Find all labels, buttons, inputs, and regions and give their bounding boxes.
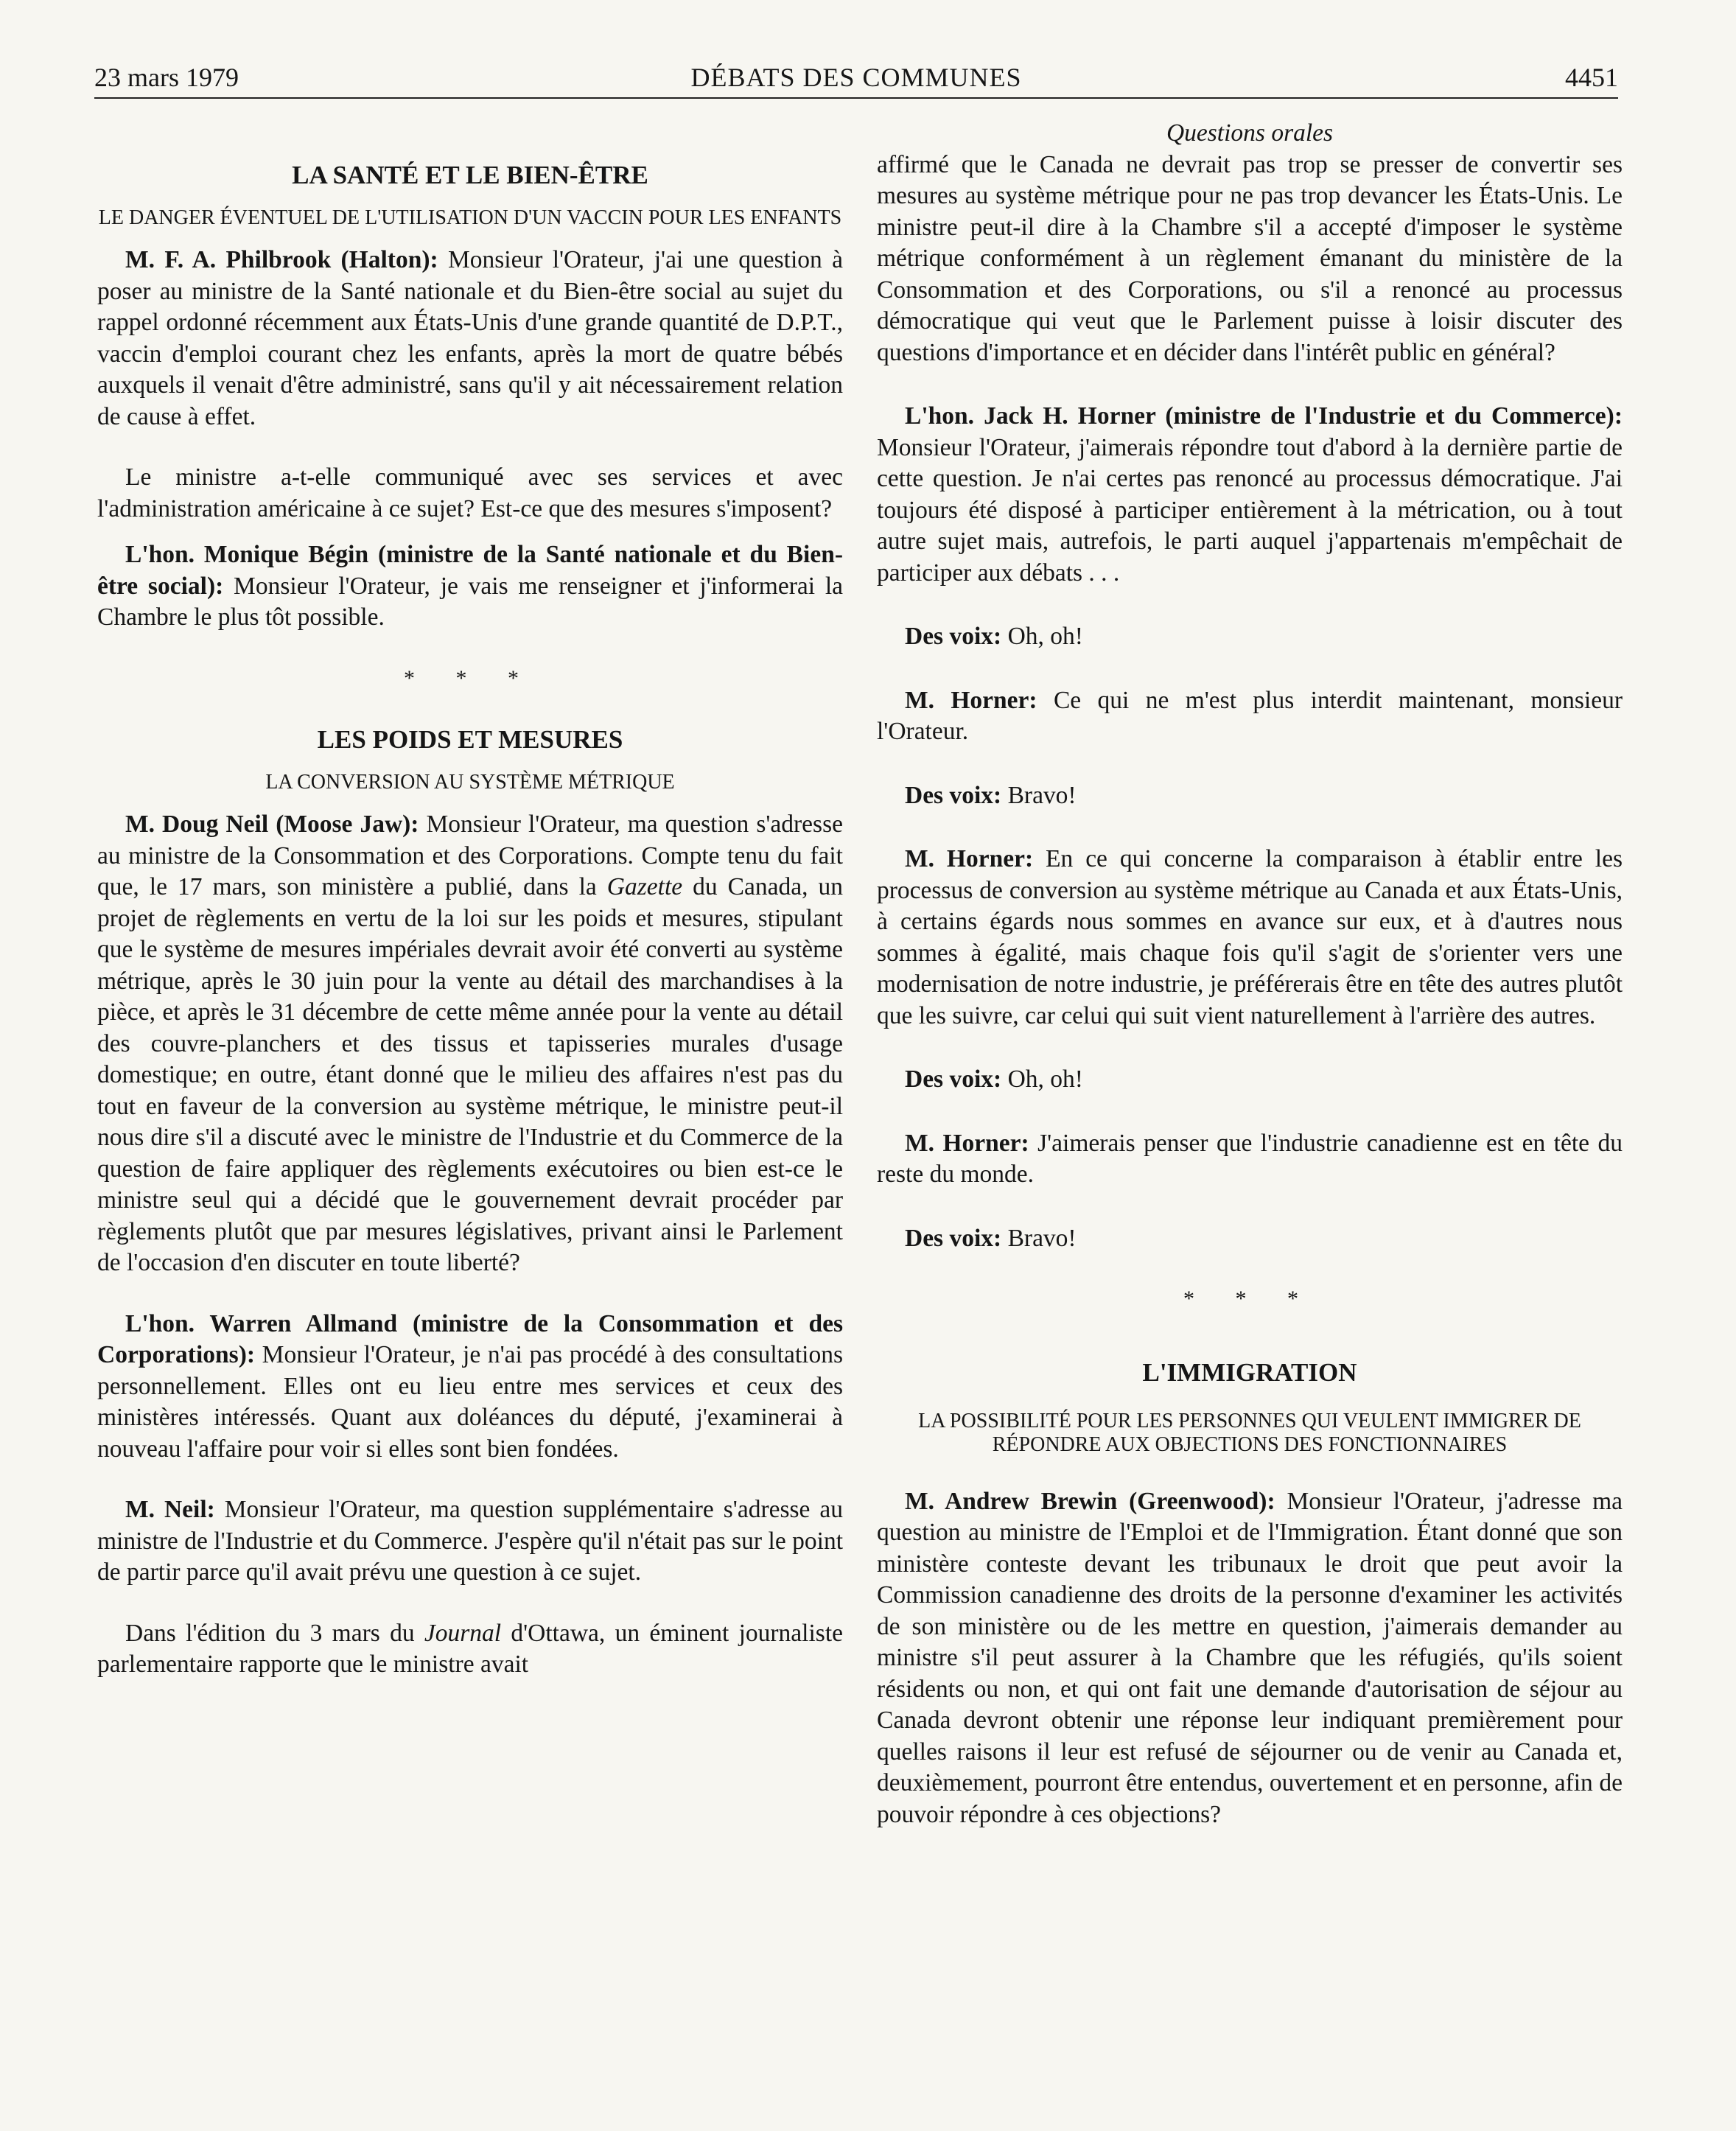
- section-subtitle-immigration: LA POSSIBILITÉ POUR LES PERSONNES QUI VEULENT IMMIGRER DE RÉPONDRE AUX OBJECTIONS DES FONCTIONNAIRES: [918, 1409, 1581, 1456]
- paragraph: M. Neil: Monsieur l'Orateur, ma question supplémentaire s'adresse au ministre de l'Industrie et du Commerce. J'espère qu'il n'était pas sur le point de partir parce qu'il avait prévu une question à ce sujet.: [97, 1496, 843, 1586]
- running-head: Questions orales: [1166, 119, 1334, 147]
- paragraph: M. Horner: En ce qui concerne la comparaison à établir entre les processus de conversion au système métrique au Canada et aux États-Unis, à certains égards nous sommes en avance sur eux, et à d'autres nous sommes à égalité, mais chaque fois qu'il s'agit de s'orienter vers une modernisation de notre industrie, je préférerais être en tête des autres plutôt que les suivre, car celui qui suit vient naturellement à l'arrière des autres.: [877, 845, 1623, 1029]
- paragraph: affirmé que le Canada ne devrait pas trop se presser de convertir ses mesures au système métrique pour ne pas trop devancer les États-Unis. Le ministre peut-il dire à la Chambre s'il a accepté d'imposer le système métrique conformément à un règlement émanant du ministère de la Consommation et des Corporations, ou s'il a renoncé au processus démocratique qui veut que le Parlement puisse à loisir discuter des questions d'importance et en décider dans l'intérêt public en général?: [877, 150, 1623, 366]
- speaker: Des voix:: [905, 1224, 1002, 1252]
- speaker: L'hon. Warren Allmand (ministre de la Consommation et des Corporations):: [97, 1309, 843, 1368]
- left-column: [97, 118, 843, 1681]
- section-subtitle-metric: LA CONVERSION AU SYSTÈME MÉTRIQUE: [265, 771, 675, 794]
- paragraph: Des voix: Bravo!: [905, 1224, 1077, 1252]
- speaker: M. Andrew Brewin (Greenwood):: [905, 1487, 1275, 1515]
- section-title-health: LA SANTÉ ET LE BIEN-ÊTRE: [292, 161, 648, 189]
- paragraph: M. F. A. Philbrook (Halton): Monsieur l'Orateur, j'ai une question à poser au ministre de la Santé nationale et du Bien-être social au sujet du rappel ordonné récemment aux États-Unis d'une grande quantité de D.P.T., vaccin d'emploi courant chez les enfants, après la mort de quatre bébés auxquels il venait d'être administré, sans qu'il y ait nécessairement relation de cause à effet.: [97, 246, 843, 430]
- speaker: M. Horner:: [905, 845, 1034, 872]
- paragraph: M. Horner: Ce qui ne m'est plus interdit maintenant, monsieur l'Orateur.: [877, 686, 1623, 745]
- page-header: [94, 59, 1618, 99]
- right-column: [877, 118, 1623, 1830]
- paragraph: L'hon. Warren Allmand (ministre de la Consommation et des Corporations): Monsieur l'Orateur, je n'ai pas procédé à des consultations personnellement. Elles ont eu lieu entre mes services et ceux des ministères intéressés. Quant aux doléances du député, j'examinerai à nouveau l'affaire pour voir si elles sont bien fondées.: [97, 1309, 843, 1463]
- section-separator: * * *: [404, 665, 536, 690]
- paragraph: L'hon. Monique Bégin (ministre de la Santé nationale et du Bien-être social): Monsieur l'Orateur, je vais me renseigner et j'informerai la Chambre le plus tôt possible.: [97, 541, 844, 631]
- header-title: DÉBATS DES COMMUNES: [690, 63, 1022, 92]
- section-subtitle-vaccine: LE DANGER ÉVENTUEL DE L'UTILISATION D'UN VACCIN POUR LES ENFANTS: [98, 206, 842, 229]
- speaker: Des voix:: [905, 1066, 1002, 1093]
- paragraph: M. Andrew Brewin (Greenwood): Monsieur l'Orateur, j'adresse ma question au ministre de l'Emploi et de l'Immigration. Étant donné que son ministère conteste devant les tribunaux le droit que peut avoir la Commission canadienne des droits de la personne d'examiner les activités de son ministère ou de les mettre en question, j'aimerais demander au ministre s'il peut assurer à la Chambre que les réfugiés, qu'ils soient résidents ou non, et qui ont fait une demande d'autorisation de séjour au Canada devront obtenir une réponse leur indiquant premièrement pour quelles raisons il leur est refusé de séjourner ou de venir au Canada et, deuxièmement, pourront être entendus, ouvertement et en personne, afin de pouvoir répondre à ces objections?: [877, 1487, 1623, 1828]
- paragraph: Le ministre a-t-elle communiqué avec ses services et avec l'administration américaine à ce sujet? Est-ce que des mesures s'imposent?: [97, 463, 843, 522]
- speaker: Des voix:: [905, 623, 1002, 650]
- speaker: L'hon. Jack H. Horner (ministre de l'Industrie et du Commerce):: [905, 402, 1623, 430]
- header-page-number: 4451: [1565, 63, 1618, 92]
- speaker: M. Neil:: [125, 1496, 215, 1523]
- paragraph: M. Doug Neil (Moose Jaw): Monsieur l'Orateur, ma question s'adresse au ministre de la Consommation et des Corporations. Compte tenu du fait que, le 17 mars, son ministère a publié, dans la Gazette du Canada, un projet de règlements en vertu de la loi sur les poids et mesures, stipulant que le système de mesures impériales devrait avoir été converti au système métrique, après le 30 juin pour la vente au détail des marchandises à la pièce, et après le 31 décembre de cette même année pour la vente au détail des couvre-planchers et des tissus et tapisseries murales d'usage domestique; en outre, étant donné que le milieu des affaires n'est pas du tout en faveur de la conversion au système métrique, le ministre peut-il nous dire s'il a discuté avec le ministre de l'Industrie et du Commerce de la question de faire appliquer des règlements exécutoires ou bien est-ce le ministre seul qui a décidé que le gouvernement devrait procéder par règlements plutôt que par mesures législatives, privant ainsi le Parlement de l'occasion d'en discuter en toute liberté?: [97, 811, 844, 1276]
- speaker: M. Horner:: [905, 686, 1037, 714]
- section-title-immigration: L'IMMIGRATION: [1142, 1357, 1357, 1387]
- paragraph: L'hon. Jack H. Horner (ministre de l'Industrie et du Commerce): Monsieur l'Orateur, j'aimerais répondre tout d'abord à la dernière partie de cette question. Je n'ai certes pas renoncé au processus démocratique. J'ai toujours été disposé à participer entièrement à la métrication, ou à tout autre sujet mais, autrefois, le parti auquel j'appartenais m'empêchait de participer aux débats . . .: [877, 402, 1623, 587]
- speaker: Des voix:: [905, 781, 1002, 809]
- paragraph: M. Horner: J'aimerais penser que l'industrie canadienne est en tête du reste du monde.: [877, 1129, 1623, 1188]
- speaker: M. F. A. Philbrook (Halton):: [125, 246, 438, 273]
- section-separator: * * *: [1183, 1287, 1316, 1311]
- speaker: L'hon. Monique Bégin (ministre de la Santé nationale et du Bien-être social):: [97, 541, 843, 600]
- paragraph: Des voix: Oh, oh!: [905, 1066, 1083, 1093]
- paragraph: Des voix: Oh, oh!: [905, 623, 1083, 650]
- speaker: M. Doug Neil (Moose Jaw):: [125, 811, 419, 838]
- section-title-weights: LES POIDS ET MESURES: [317, 725, 623, 754]
- paragraph: Dans l'édition du 3 mars du Journal d'Ottawa, un éminent journaliste parlementaire rapporte que le ministre avait: [97, 1619, 843, 1678]
- header-date: 23 mars 1979: [94, 63, 239, 92]
- speaker: M. Horner:: [905, 1129, 1029, 1157]
- paragraph: Des voix: Bravo!: [905, 781, 1077, 809]
